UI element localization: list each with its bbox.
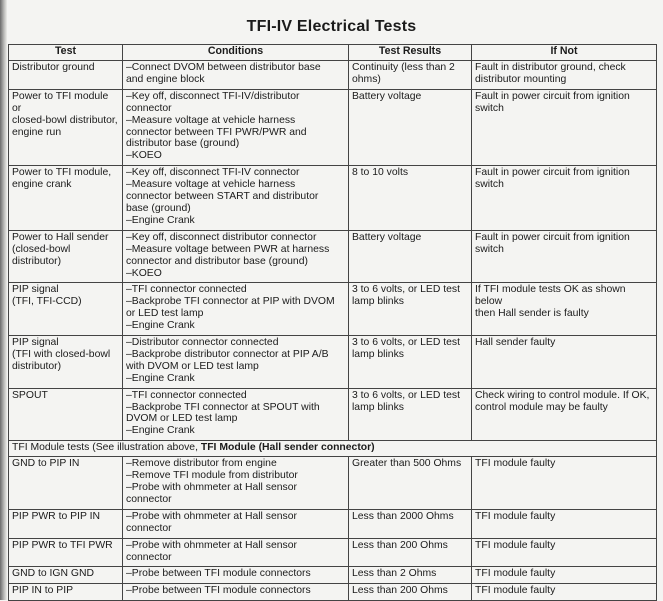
cell-line: –Engine Crank: [126, 425, 195, 437]
cell-line: closed-bowl distributor,: [12, 114, 118, 126]
cell-if-not: [472, 584, 657, 601]
cell-line: –Backprobe distributor connector at PIP A/B: [126, 348, 329, 360]
cell-line: Check wiring to control module. If OK,: [475, 389, 650, 401]
cell-line: –Engine Crank: [126, 372, 195, 384]
cell-if-not: [472, 388, 657, 441]
cell-conditions: [123, 567, 349, 584]
section-heading: [9, 441, 657, 457]
cell-line: switch: [475, 243, 504, 255]
cell-line: –Key off, disconnect TFI-IV/distributor: [126, 90, 300, 102]
table-row: [9, 61, 657, 90]
cell-line: PIP signal: [12, 337, 59, 349]
table-row: [9, 538, 657, 567]
table-row: [9, 509, 657, 538]
cell-if-not: [472, 538, 657, 567]
cell-line: and engine block: [126, 73, 205, 85]
table-row: [9, 283, 657, 336]
cell-test-results: [349, 283, 472, 336]
cell-line: Less than 200 Ohms: [352, 539, 448, 551]
cell-line: TFI module faulty: [475, 510, 556, 522]
cell-line: –Remove TFI module from distributor: [126, 470, 298, 482]
header-conditions: Conditions: [123, 45, 349, 61]
cell-line: connector: [126, 102, 172, 114]
table-body-section: [9, 441, 657, 457]
cell-line: TFI module faulty: [475, 539, 556, 551]
cell-line: Power to Hall sender: [12, 231, 109, 243]
header-if-not: If Not: [472, 45, 657, 61]
cell-line: –Probe with ohmmeter at Hall sensor: [126, 482, 297, 493]
cell-line: –Probe with ohmmeter at Hall sensor: [126, 510, 297, 522]
cell-line: lamp blinks: [352, 348, 404, 360]
cell-line: connector: [126, 551, 172, 563]
cell-line: ohms): [352, 73, 381, 85]
cell-if-not: [472, 230, 657, 283]
cell-line: (TFI with closed-bowl: [12, 348, 111, 360]
cell-test: [9, 509, 123, 538]
cell-test: [9, 61, 123, 90]
cell-line: control module may be faulty: [475, 401, 608, 413]
cell-conditions: [123, 89, 349, 165]
cell-if-not: [472, 283, 657, 336]
cell-line: Fault in distributor ground, check: [475, 62, 626, 73]
cell-line: Continuity (less than 2: [352, 62, 455, 73]
cell-line: PIP IN to PIP: [12, 585, 74, 597]
header-row: [9, 45, 657, 61]
cell-test: [9, 230, 123, 283]
cell-line: PIP PWR to TFI PWR: [12, 539, 113, 551]
cell-line: –Remove distributor from engine: [126, 458, 277, 470]
cell-line: engine run: [12, 126, 62, 138]
cell-line: –Key off, disconnect TFI-IV connector: [126, 167, 300, 179]
cell-test-results: [349, 457, 472, 510]
cell-test-results: [349, 89, 472, 165]
cell-line: –Measure voltage at vehicle harness: [126, 114, 296, 126]
table-row: [9, 457, 657, 510]
cell-line: –Distributor connector connected: [126, 337, 279, 349]
cell-line: (TFI, TFI-CCD): [12, 296, 82, 308]
page-title: TFI-IV Electrical Tests: [246, 18, 417, 35]
table-row: [9, 336, 657, 389]
section-heading-prefix: TFI Module tests (See illustration above,: [12, 442, 201, 454]
cell-line: Hall sender faulty: [475, 337, 556, 349]
header-test-results: Test Results: [349, 45, 472, 61]
cell-conditions: [123, 538, 349, 567]
cell-if-not: [472, 336, 657, 389]
cell-line: –TFI connector connected: [126, 389, 247, 401]
cell-line: Fault in power circuit from ignition: [475, 231, 630, 243]
cell-if-not: [472, 567, 657, 584]
cell-if-not: [472, 509, 657, 538]
cell-conditions: [123, 166, 349, 231]
cell-line: TFI module faulty: [475, 458, 556, 470]
cell-line: Less than 2 Ohms: [352, 568, 437, 580]
cell-line: connector: [126, 493, 172, 505]
cell-line: TFI module faulty: [475, 585, 556, 597]
cell-test-results: [349, 336, 472, 389]
cell-line: 3 to 6 volts, or LED test: [352, 337, 460, 349]
cell-line: –Backprobe TFI connector at PIP with DVOM: [126, 296, 335, 308]
header-test: Test: [9, 45, 123, 61]
table-row: [9, 584, 657, 601]
cell-test: [9, 166, 123, 231]
cell-test: [9, 457, 123, 510]
cell-line: –Probe between TFI module connectors: [126, 568, 311, 580]
cell-line: –KOEO: [126, 267, 162, 279]
section-heading-bold: TFI Module (Hall sender connector): [200, 442, 375, 454]
cell-line: base (ground): [126, 202, 191, 214]
cell-line: –Measure voltage at vehicle harness: [126, 179, 296, 191]
cell-conditions: [123, 283, 349, 336]
cell-line: Fault in power circuit from ignition: [475, 167, 630, 179]
cell-test: [9, 584, 123, 601]
section-row: [9, 441, 657, 457]
cell-test: [9, 283, 123, 336]
cell-line: connector between START and distributor: [126, 191, 319, 203]
cell-conditions: [123, 388, 349, 441]
cell-line: lamp blinks: [352, 296, 404, 308]
cell-test-results: [349, 567, 472, 584]
cell-line: Distributor ground: [12, 62, 95, 73]
cell-line: Less than 200 Ohms: [352, 585, 448, 597]
cell-if-not: [472, 457, 657, 510]
cell-line: connector and distributor base (ground): [126, 255, 308, 267]
cell-test-results: [349, 538, 472, 567]
cell-line: –Probe with ohmmeter at Hall sensor: [126, 539, 297, 551]
cell-line: Battery voltage: [352, 231, 422, 243]
cell-line: 8 to 10 volts: [352, 167, 409, 179]
cell-line: Less than 2000 Ohms: [352, 510, 454, 522]
cell-conditions: [123, 230, 349, 283]
cell-line: with DVOM or LED test lamp: [126, 360, 259, 372]
cell-test-results: [349, 388, 472, 441]
table-header: [9, 45, 657, 61]
cell-line: –Backprobe TFI connector at SPOUT with: [126, 401, 320, 413]
table-row: [9, 89, 657, 165]
cell-test: [9, 538, 123, 567]
cell-conditions: [123, 509, 349, 538]
cell-line: lamp blinks: [352, 401, 404, 413]
cell-if-not: [472, 89, 657, 165]
cell-test-results: [349, 166, 472, 231]
cell-line: switch: [475, 179, 504, 191]
table-row: [9, 567, 657, 584]
cell-line: PIP PWR to PIP IN: [12, 510, 100, 522]
table-row: [9, 230, 657, 283]
cell-line: SPOUT: [12, 389, 48, 401]
cell-test-results: [349, 584, 472, 601]
table-body-main: [9, 61, 657, 441]
cell-test-results: [349, 509, 472, 538]
cell-test: [9, 567, 123, 584]
cell-line: GND to PIP IN: [12, 458, 80, 470]
cell-line: Fault in power circuit from ignition: [475, 90, 630, 102]
cell-line: –Key off, disconnect distributor connector: [126, 231, 317, 243]
cell-line: connector between TFI PWR/PWR and: [126, 126, 307, 138]
cell-if-not: [472, 166, 657, 231]
cell-line: Power to TFI module or: [12, 90, 109, 114]
cell-line: –Probe between TFI module connectors: [126, 585, 311, 597]
cell-line: 3 to 6 volts, or LED test: [352, 389, 460, 401]
cell-line: GND to IGN GND: [12, 568, 94, 580]
table-row: [9, 166, 657, 231]
cell-line: or LED test lamp: [126, 308, 204, 320]
page-spine-shadow: [0, 0, 7, 600]
cell-test: [9, 388, 123, 441]
cell-line: distributor mounting: [475, 73, 567, 85]
cell-test-results: [349, 230, 472, 283]
cell-conditions: [123, 61, 349, 90]
cell-line: If TFI module tests OK as shown below: [475, 284, 626, 308]
cell-test: [9, 336, 123, 389]
cell-conditions: [123, 457, 349, 510]
cell-conditions: [123, 584, 349, 601]
cell-line: (closed-bowl distributor): [12, 243, 71, 267]
cell-line: –Engine Crank: [126, 320, 195, 332]
cell-line: –Engine Crank: [126, 214, 195, 226]
cell-line: DVOM or LED test lamp: [126, 413, 238, 425]
cell-line: –Connect DVOM between distributor base: [126, 62, 321, 73]
electrical-tests-table: [8, 44, 657, 601]
cell-test-results: [349, 61, 472, 90]
cell-line: switch: [475, 102, 504, 114]
table-body-module: [9, 457, 657, 601]
cell-line: distributor): [12, 360, 62, 372]
cell-line: Battery voltage: [352, 90, 422, 102]
cell-if-not: [472, 61, 657, 90]
cell-line: engine crank: [12, 179, 72, 191]
cell-line: –KOEO: [126, 150, 162, 162]
cell-line: PIP signal: [12, 284, 59, 296]
cell-line: then Hall sender is faulty: [475, 308, 589, 320]
cell-line: connector: [126, 522, 172, 534]
cell-line: Power to TFI module,: [12, 167, 112, 179]
cell-test: [9, 89, 123, 165]
cell-line: distributor base (ground): [126, 138, 240, 150]
cell-line: –TFI connector connected: [126, 284, 247, 296]
table-row: [9, 388, 657, 441]
cell-conditions: [123, 336, 349, 389]
cell-line: –Measure voltage between PWR at harness: [126, 243, 330, 255]
cell-line: Greater than 500 Ohms: [352, 458, 462, 470]
cell-line: 3 to 6 volts, or LED test: [352, 284, 460, 296]
cell-line: TFI module faulty: [475, 568, 556, 580]
